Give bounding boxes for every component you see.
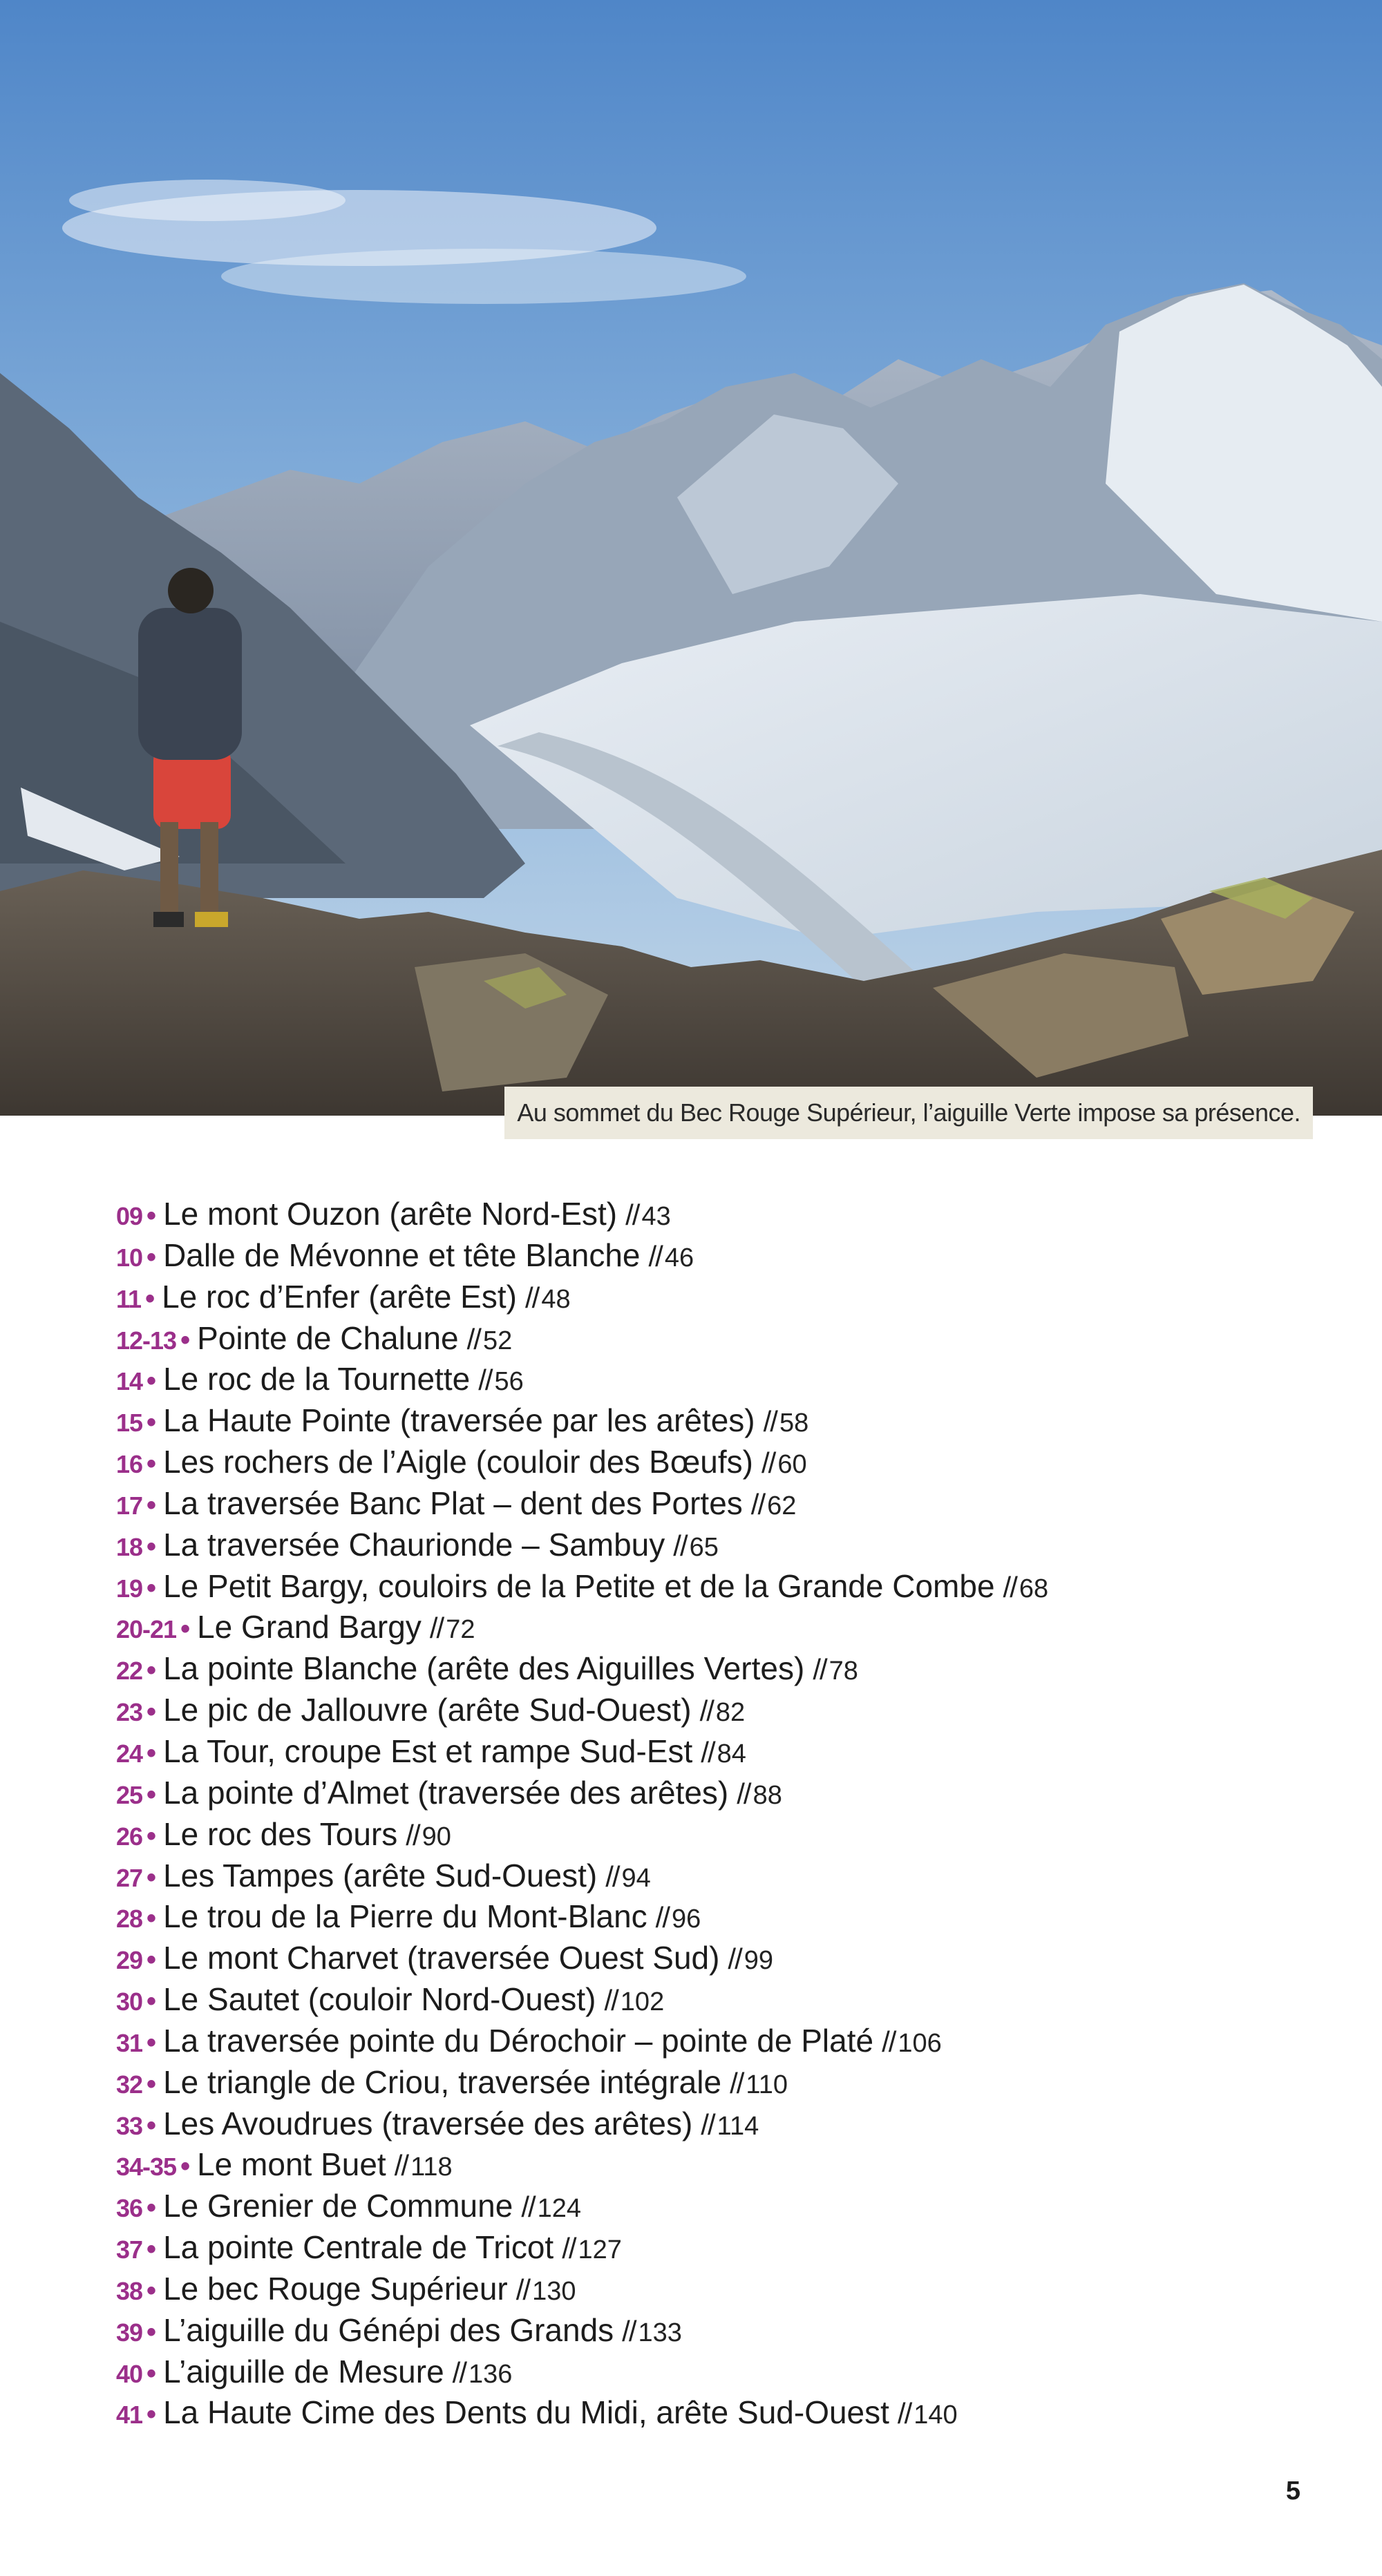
toc-entry-page: 106 bbox=[898, 2028, 942, 2058]
bullet-icon: • bbox=[146, 1820, 157, 1851]
toc-entry[interactable] bbox=[116, 1648, 1291, 1690]
toc-entry-title: Le mont Buet bbox=[197, 2146, 386, 2183]
toc-separator: // bbox=[737, 1777, 750, 1810]
hero-photo bbox=[0, 0, 1382, 1116]
toc-entry-number: 33 bbox=[116, 2111, 143, 2140]
toc-entry-title: Le triangle de Criou, traversée intégrale bbox=[163, 2063, 722, 2100]
toc-entry-page: 99 bbox=[744, 1946, 774, 1976]
toc-separator: // bbox=[604, 1984, 618, 2017]
toc-entry-number: 31 bbox=[116, 2028, 143, 2057]
bullet-icon: • bbox=[146, 1366, 157, 1397]
toc-separator: // bbox=[730, 2066, 744, 2099]
toc-entry-title: Le mont Charvet (traversée Ouest Sud) bbox=[163, 1940, 720, 1976]
toc-entry[interactable] bbox=[116, 1731, 1291, 1773]
toc-entry-number: 34-35 bbox=[116, 2153, 177, 2182]
toc-entry[interactable] bbox=[116, 1814, 1291, 1855]
toc-entry-number: 14 bbox=[116, 1367, 143, 1396]
bullet-icon: • bbox=[180, 1324, 191, 1355]
toc-entry[interactable] bbox=[116, 2269, 1291, 2310]
toc-entry-number: 18 bbox=[116, 1532, 143, 1561]
toc-entry[interactable] bbox=[116, 2351, 1291, 2393]
toc-entry-number: 28 bbox=[116, 1905, 143, 1934]
toc-entry-number: 12-13 bbox=[116, 1326, 177, 1355]
toc-entry-number: 17 bbox=[116, 1491, 143, 1520]
toc-entry-page: 58 bbox=[779, 1409, 809, 1438]
bullet-icon: • bbox=[146, 1779, 157, 1810]
toc-separator: // bbox=[655, 1901, 670, 1934]
toc-entry-number: 09 bbox=[116, 1202, 143, 1230]
bullet-icon: • bbox=[146, 1572, 157, 1603]
toc-entry-number: 40 bbox=[116, 2359, 143, 2388]
toc-entry[interactable] bbox=[116, 1855, 1291, 1897]
toc-separator: // bbox=[750, 1487, 765, 1520]
toc-entry[interactable] bbox=[116, 1194, 1291, 1235]
toc-entry-title: Le Petit Bargy, couloirs de la Petite et de la Grande Combe bbox=[163, 1567, 995, 1604]
bullet-icon: • bbox=[146, 1697, 157, 1728]
toc-entry-page: 68 bbox=[1019, 1574, 1049, 1603]
toc-entry-title: Les Avoudrues (traversée des arêtes) bbox=[163, 2105, 693, 2141]
bullet-icon: • bbox=[146, 1449, 157, 1480]
toc-entry-page: 110 bbox=[746, 2070, 788, 2099]
toc-entry-page: 72 bbox=[446, 1615, 475, 1645]
bullet-icon: • bbox=[146, 2027, 157, 2058]
toc-entry-title: Le bec Rouge Supérieur bbox=[163, 2270, 508, 2307]
toc-entry-title: La pointe Blanche (arête des Aiguilles Vertes) bbox=[163, 1650, 805, 1687]
toc-separator: // bbox=[524, 1281, 539, 1314]
bullet-icon: • bbox=[180, 2151, 191, 2182]
bullet-icon: • bbox=[146, 2068, 157, 2099]
toc-separator: // bbox=[515, 2273, 530, 2306]
toc-entry[interactable] bbox=[116, 1318, 1291, 1359]
toc-entry[interactable] bbox=[116, 2144, 1291, 2186]
toc-entry-number: 11 bbox=[116, 1284, 142, 1313]
toc-entry-page: 62 bbox=[767, 1491, 797, 1520]
toc-separator: // bbox=[813, 1653, 826, 1686]
bullet-icon: • bbox=[146, 2110, 157, 2141]
toc-entry[interactable] bbox=[116, 1525, 1291, 1566]
toc-entry-number: 26 bbox=[116, 1822, 143, 1851]
toc-entry-title: Le pic de Jallouvre (arête Sud-Ouest) bbox=[163, 1692, 692, 1728]
toc-separator: // bbox=[478, 1364, 492, 1397]
toc-entry-title: Les Tampes (arête Sud-Ouest) bbox=[163, 1857, 598, 1893]
bullet-icon: • bbox=[146, 1407, 157, 1438]
toc-entry[interactable] bbox=[116, 1896, 1291, 1938]
toc-entry-title: Pointe de Chalune bbox=[197, 1319, 459, 1356]
toc-entry-title: La Tour, croupe Est et rampe Sud-Est bbox=[163, 1733, 693, 1769]
bullet-icon: • bbox=[145, 1283, 155, 1314]
toc-entry-title: Le Grenier de Commune bbox=[163, 2188, 513, 2224]
toc-separator: // bbox=[622, 2314, 636, 2347]
toc-entry[interactable] bbox=[116, 2310, 1291, 2351]
toc-entry-number: 19 bbox=[116, 1574, 143, 1603]
bullet-icon: • bbox=[146, 1531, 157, 1562]
toc-entry[interactable] bbox=[116, 1690, 1291, 1731]
toc-entry[interactable] bbox=[116, 1359, 1291, 1400]
toc-entry-title: Le trou de la Pierre du Mont-Blanc bbox=[163, 1898, 647, 1935]
toc-entry-page: 65 bbox=[689, 1532, 719, 1562]
toc-entry-page: 114 bbox=[717, 2111, 759, 2141]
toc-entry[interactable] bbox=[116, 1235, 1291, 1277]
page-number: 5 bbox=[1285, 2477, 1300, 2506]
toc-entry-page: 48 bbox=[541, 1284, 571, 1314]
toc-separator: // bbox=[763, 1405, 777, 1438]
bullet-icon: • bbox=[146, 2316, 157, 2347]
toc-entry-number: 23 bbox=[116, 1698, 143, 1727]
toc-entry-page: 140 bbox=[914, 2401, 958, 2430]
toc-separator: // bbox=[701, 2108, 714, 2141]
toc-separator: // bbox=[897, 2397, 911, 2430]
bullet-icon: • bbox=[146, 1945, 157, 1976]
toc-entry-title: La traversée pointe du Dérochoir – pointe de Platé bbox=[163, 2022, 874, 2059]
toc-entry-page: 82 bbox=[715, 1698, 746, 1728]
toc-entry-title: Le roc d’Enfer (arête Est) bbox=[162, 1278, 517, 1315]
toc-entry-page: 96 bbox=[672, 1905, 701, 1934]
toc-separator: // bbox=[429, 1612, 444, 1645]
toc-separator: // bbox=[701, 1735, 714, 1768]
toc-entry-number: 24 bbox=[116, 1739, 143, 1768]
toc-entry[interactable] bbox=[116, 1277, 1291, 1318]
toc-entry-page: 133 bbox=[638, 2318, 682, 2347]
toc-entry-number: 27 bbox=[116, 1863, 143, 1892]
toc-entry-number: 38 bbox=[116, 2276, 143, 2305]
toc-entry-page: 88 bbox=[752, 1780, 782, 1810]
toc-entry-page: 60 bbox=[777, 1450, 807, 1480]
toc-entry[interactable] bbox=[116, 1400, 1291, 1442]
bullet-icon: • bbox=[146, 2358, 157, 2389]
toc-entry[interactable] bbox=[116, 1442, 1291, 1483]
toc-separator: // bbox=[699, 1695, 713, 1728]
toc-entry-title: La traversée Banc Plat – dent des Portes bbox=[163, 1485, 743, 1521]
toc-entry-title: Le roc des Tours bbox=[163, 1815, 398, 1852]
toc-entry-title: L’aiguille du Génépi des Grands bbox=[163, 2311, 614, 2348]
toc-entry-number: 37 bbox=[116, 2235, 143, 2264]
bullet-icon: • bbox=[146, 2275, 157, 2306]
toc-entry[interactable] bbox=[116, 1607, 1291, 1648]
toc-entry-page: 90 bbox=[422, 1822, 451, 1851]
toc-entry-title: Le Grand Bargy bbox=[197, 1609, 422, 1645]
toc-entry-number: 30 bbox=[116, 1987, 143, 2016]
toc-entry-title: Dalle de Mévonne et tête Blanche bbox=[163, 1237, 641, 1273]
toc-entry-title: Le roc de la Tournette bbox=[163, 1361, 471, 1397]
toc-entry-page: 84 bbox=[717, 1739, 746, 1768]
bullet-icon: • bbox=[146, 1241, 157, 1272]
bullet-icon: • bbox=[146, 2193, 157, 2224]
bullet-icon: • bbox=[146, 1986, 157, 2017]
toc-separator: // bbox=[394, 2149, 408, 2182]
toc-separator: // bbox=[761, 1447, 775, 1480]
toc-separator: // bbox=[562, 2232, 576, 2265]
toc-entry[interactable] bbox=[116, 1483, 1291, 1525]
toc-entry-title: La Haute Pointe (traversée par les arêtes) bbox=[163, 1402, 755, 1439]
toc-entry-page: 46 bbox=[664, 1243, 694, 1272]
toc-entry-page: 94 bbox=[621, 1863, 651, 1893]
photo-caption: Au sommet du Bec Rouge Supérieur, l’aiguille Verte impose sa présence. bbox=[504, 1087, 1313, 1139]
toc-entry-title: La traversée Chaurionde – Sambuy bbox=[163, 1526, 665, 1563]
toc-entry[interactable] bbox=[116, 2103, 1291, 2145]
toc-entry-number: 39 bbox=[116, 2318, 143, 2347]
toc-entry-title: La Haute Cime des Dents du Midi, arête Sud-Ouest bbox=[163, 2394, 889, 2431]
toc-entry-number: 36 bbox=[116, 2194, 143, 2223]
table-of-contents bbox=[116, 1194, 1291, 2434]
toc-entry-title: La pointe d’Almet (traversée des arêtes) bbox=[163, 1774, 729, 1811]
toc-entry-title: La pointe Centrale de Tricot bbox=[163, 2229, 554, 2266]
toc-separator: // bbox=[521, 2191, 535, 2224]
toc-entry[interactable] bbox=[116, 1566, 1291, 1607]
bullet-icon: • bbox=[146, 1201, 157, 1231]
toc-entry-number: 25 bbox=[116, 1780, 143, 1809]
toc-entry-page: 43 bbox=[641, 1202, 671, 1231]
toc-entry[interactable] bbox=[116, 1773, 1291, 1814]
toc-separator: // bbox=[466, 1322, 480, 1355]
toc-entry[interactable] bbox=[116, 2186, 1291, 2227]
toc-entry[interactable] bbox=[116, 2392, 1291, 2434]
toc-separator: // bbox=[605, 1860, 619, 1893]
toc-entry[interactable] bbox=[116, 2227, 1291, 2269]
bullet-icon: • bbox=[146, 1655, 157, 1686]
toc-entry-number: 20-21 bbox=[116, 1615, 177, 1644]
toc-entry-number: 29 bbox=[116, 1946, 143, 1975]
toc-separator: // bbox=[882, 2025, 896, 2058]
toc-entry-number: 22 bbox=[116, 1657, 143, 1686]
toc-entry-page: 118 bbox=[410, 2153, 453, 2182]
toc-separator: // bbox=[452, 2356, 466, 2389]
toc-entry-title: Les rochers de l’Aigle (couloir des Bœufs) bbox=[163, 1444, 753, 1480]
toc-separator: // bbox=[673, 1529, 687, 1562]
toc-entry-page: 124 bbox=[537, 2194, 582, 2224]
toc-entry-page: 136 bbox=[468, 2359, 513, 2389]
toc-separator: // bbox=[406, 1818, 419, 1851]
toc-entry-number: 16 bbox=[116, 1450, 143, 1479]
toc-separator: // bbox=[1003, 1570, 1016, 1603]
toc-entry-page: 127 bbox=[578, 2235, 622, 2265]
bullet-icon: • bbox=[146, 2234, 157, 2265]
toc-entry-number: 15 bbox=[116, 1409, 143, 1438]
bullet-icon: • bbox=[146, 1737, 157, 1768]
toc-entry-title: Le Sautet (couloir Nord-Ouest) bbox=[163, 1981, 596, 2018]
toc-entry-title: L’aiguille de Mesure bbox=[163, 2353, 444, 2389]
bullet-icon: • bbox=[146, 1862, 157, 1893]
toc-entry-number: 41 bbox=[116, 2401, 143, 2430]
toc-separator: // bbox=[625, 1199, 639, 1231]
bullet-icon: • bbox=[146, 1489, 157, 1520]
toc-entry-title: Le mont Ouzon (arête Nord-Est) bbox=[163, 1196, 618, 1232]
bullet-icon: • bbox=[180, 1614, 191, 1645]
toc-entry[interactable] bbox=[116, 2021, 1291, 2062]
bullet-icon: • bbox=[146, 2399, 157, 2430]
bullet-icon: • bbox=[146, 1903, 157, 1934]
toc-entry-page: 130 bbox=[532, 2276, 576, 2306]
toc-entry-page: 102 bbox=[620, 1987, 665, 2017]
toc-entry-page: 52 bbox=[482, 1326, 513, 1355]
toc-entry[interactable] bbox=[116, 1979, 1291, 2021]
toc-entry-number: 32 bbox=[116, 2070, 143, 2099]
toc-entry[interactable] bbox=[116, 1938, 1291, 1979]
toc-entry[interactable] bbox=[116, 2062, 1291, 2103]
toc-separator: // bbox=[728, 1943, 741, 1976]
toc-entry-page: 56 bbox=[494, 1367, 524, 1397]
toc-entry-number: 10 bbox=[116, 1243, 143, 1272]
toc-separator: // bbox=[648, 1239, 662, 1272]
toc-entry-page: 78 bbox=[829, 1657, 858, 1686]
